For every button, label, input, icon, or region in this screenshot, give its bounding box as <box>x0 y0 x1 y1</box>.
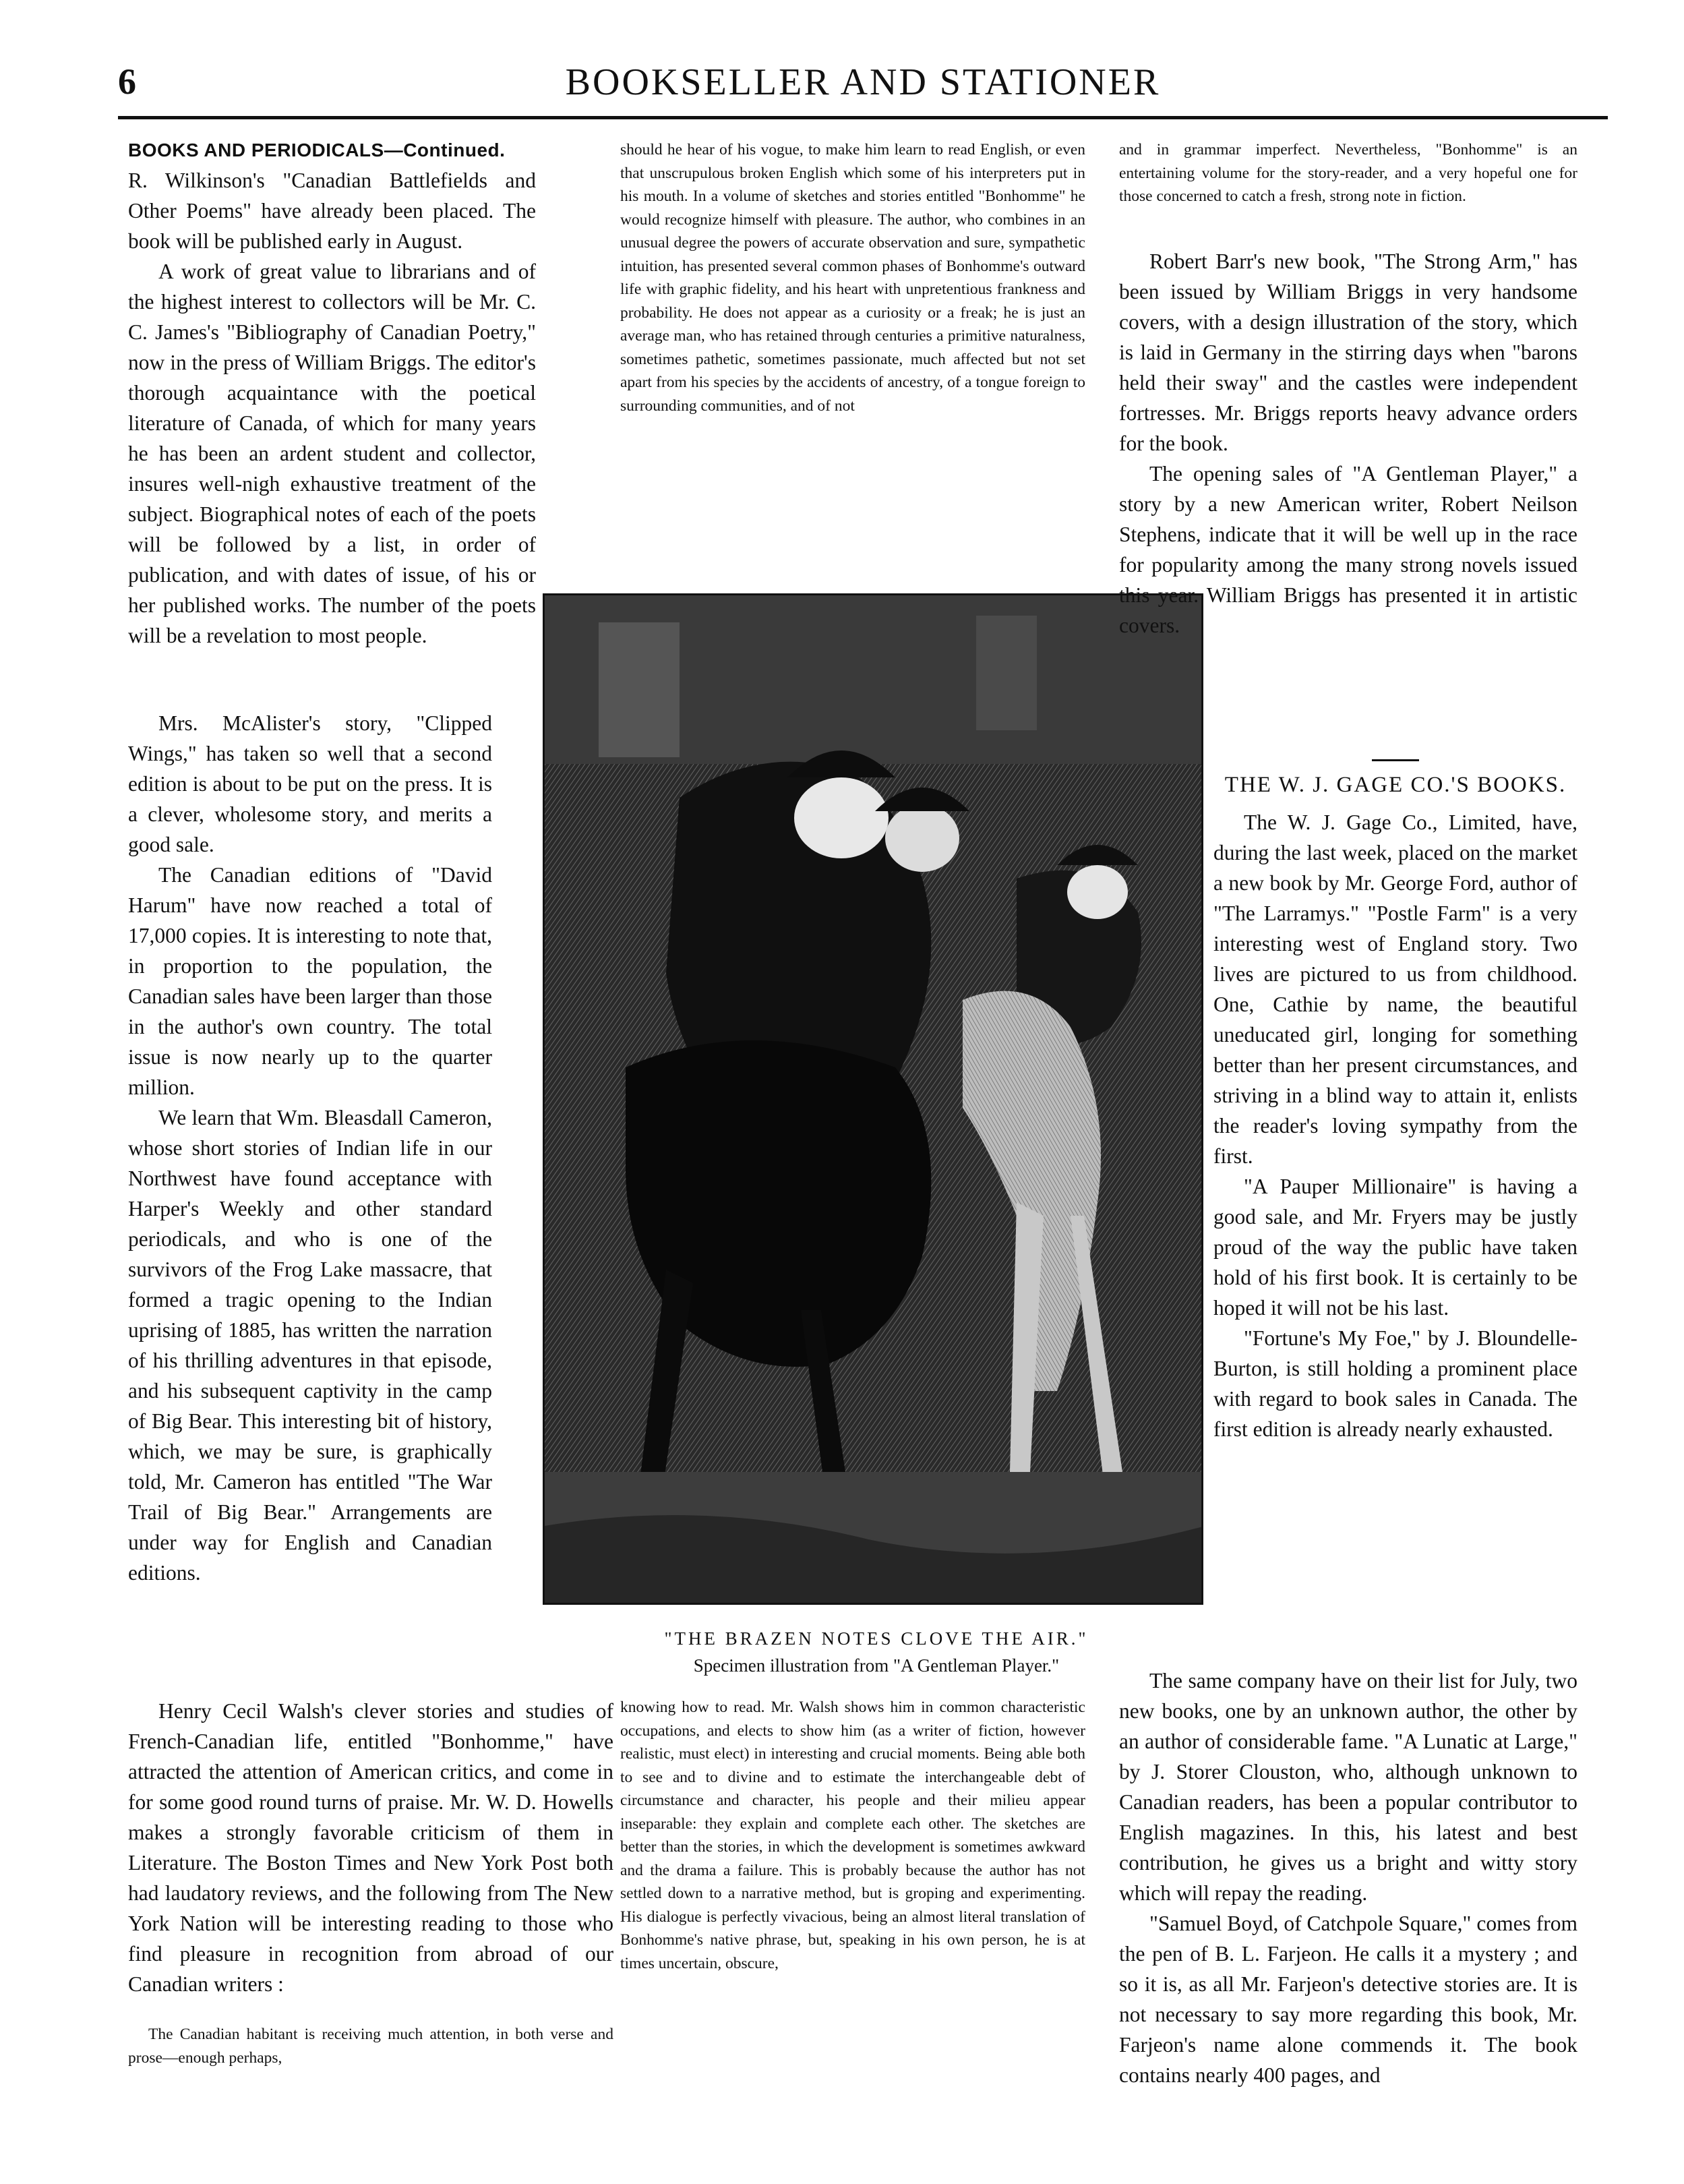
caption-title: "THE BRAZEN NOTES CLOVE THE AIR." <box>664 1628 1089 1649</box>
quote-paragraph: knowing how to read. Mr. Walsh shows him in common characteristic occupations, and elects to show him (as a writer of fiction, however realistic, must elect) in interesting and crucial moments. Being able both to see and to divine and to estimate the interchangeable debt of circumstance and character, his people and their milieu appear inseparable: they explain and complete each other. The sketches are better than the stories, in which the development is sometimes awkward and the drama a failure. This is probably because the author has not settled down to a narrative method, but is groping and experimenting. His dialogue is perfectly vivacious, being an almost literal translation of Bonhomme's native phrase, but, speaking in his own person, he is at times uncertain, obscure, <box>620 1699 1085 1972</box>
paragraph: The same company have on their list for July, two new books, one by an unknown author, the other by an author of considerable fame. "A Lunatic at Large," by J. Storer Clouston, who, although unknown to Canadian readers, has been a popular contributor to English magazines. In this, his latest and best contribution, he gives us a bright and witty story which will repay the reading. <box>1119 1669 1577 1905</box>
column-3-lower <box>1119 1665 1577 2090</box>
engraving-illustration <box>545 595 1203 1605</box>
header-rule <box>118 116 1608 119</box>
paragraph: The opening sales of "A Gentleman Player," a story by a new American writer, Robert Neilson Stephens, indicate that it will be well up in the race for popularity among the many strong novels issued this year. William Briggs has presented it in artistic covers. <box>1119 462 1577 637</box>
paragraph: R. Wilkinson's "Canadian Battlefields and Other Poems" have already been placed. The book will be published early in August. <box>128 169 536 253</box>
section-divider <box>1372 759 1419 761</box>
paragraph: Robert Barr's new book, "The Strong Arm," has been issued by William Briggs in very handsome covers, with a design illustration of the story, which is laid in Germany in the stirring days when "barons held their sway" and the castles were independent fortresses. Mr. Briggs reports heavy advance orders for the book. <box>1119 249 1577 455</box>
caption-credit: Specimen illustration from "A Gentleman Player." <box>693 1655 1060 1676</box>
column-3-upper <box>1119 246 1577 641</box>
paragraph: Henry Cecil Walsh's clever stories and studies of French-Canadian life, entitled "Bonhomme," have attracted the attention of American critics, and come in for some good round turns of praise. Mr. W. D. Howells makes a strongly favorable criticism of them in Literature. The Boston Times and New York Post both had laudatory reviews, and the following from The New York Nation will be interesting reading to those who find pleasure in recognition from abroad of our Canadian writers : <box>128 1699 613 1996</box>
paragraph: The Canadian editions of "David Harum" have now reached a total of 17,000 copies. It is interesting to note that, in proportion to the population, the Canadian sales have been larger than those in the author's own country. The total issue is now nearly up to the quarter million. <box>128 863 492 1099</box>
page-header <box>118 61 1608 108</box>
page-number: 6 <box>118 61 136 102</box>
illustration <box>543 593 1203 1605</box>
quote-paragraph: should he hear of his vogue, to make him learn to read English, or even that unscrupulous broken English which some of his interpreters put in his mouth. In a volume of sketches and stories entitled "Bonhomme" he would recognize himself with pleasure. The author, who combines in an unusual degree the powers of accurate observation and sure, sympathetic intuition, has presented several common phases of Bonhomme's outward life with graphic fidelity, and his heart with unpretentious frankness and probability. He does not appear as a curiosity or a freak; he is just an average man, who has retained through centuries a primitive naturalness, sometimes pathetic, sometimes passionate, much affected but not set apart from his species by the accidents of ancestry, of a tongue foreign to surrounding communities, and of not <box>620 141 1085 415</box>
column-1-mid <box>128 708 492 1588</box>
column-3-narrow <box>1213 748 1577 1444</box>
paragraph: We learn that Wm. Bleasdall Cameron, whose short stories of Indian life in our Northwest have found acceptance with Harper's Weekly and other standard periodicals, and who is one of the survivors of the Frog Lake massacre, that formed a tragic opening to the Indian uprising of 1885, has written the narration of his thrilling adventures in that episode, and his subsequent captivity in the camp of Big Bear. This interesting bit of history, which, we may be sure, is graphically told, Mr. Cameron has entitled "The War Trail of Big Bear." Arrangements are under way for English and Canadian editions. <box>128 1106 492 1585</box>
column-1-top <box>128 135 536 651</box>
subsection-heading: THE W. J. GAGE CO.'S BOOKS. <box>1224 773 1567 797</box>
paragraph: A work of great value to librarians and of the highest interest to collectors will be Mr. C. C. James's "Bibliography of Canadian Poetry," now in the press of William Briggs. The editor's thorough acquaintance with the poetical literature of Canada, of which for many years he has been an ardent student and collector, insures well-nigh exhaustive treatment of the subject. Biographical notes of each of the poets will be followed by a list, in order of publication, and with dates of issue, of his or her published works. The number of the poets will be a revelation to most people. <box>128 260 536 647</box>
paragraph: Mrs. McAlister's story, "Clipped Wings," has taken so well that a second edition is about to be put on the press. It is a clever, wholesome story, and merits a good sale. <box>128 711 492 856</box>
column-2-top <box>620 138 1085 417</box>
running-head: BOOKSELLER AND STATIONER <box>565 61 1161 103</box>
paragraph: "Samuel Boyd, of Catchpole Square," comes from the pen of B. L. Farjeon. He calls it a mystery ; and so it is, as all Mr. Farjeon's detective stories are. It is not necessary to say more regarding this book, Mr. Farjeon's name alone commends it. The book contains nearly 400 pages, and <box>1119 1912 1577 2087</box>
column-3-top <box>1119 138 1577 208</box>
paragraph: The W. J. Gage Co., Limited, have, during the last week, placed on the market a new book by Mr. George Ford, author of "The Larramys." "Postle Farm" is a very interesting west of England story. Two lives are pictured to us from childhood. One, Cathie by name, the beautiful uneducated girl, longing for something better than her present circumstances, and striving in a blind way to attain it, enlists the reader's loving sympathy from the first. <box>1213 810 1577 1168</box>
paragraph: "Fortune's My Foe," by J. Bloundelle-Burton, is still holding a prominent place with regard to book sales in Canada. The first edition is already nearly exhausted. <box>1213 1326 1577 1441</box>
quote-paragraph: and in grammar imperfect. Nevertheless, "Bonhomme" is an entertaining volume for the story-reader, and a very hopeful one for those concerned to catch a fresh, strong note in fiction. <box>1119 141 1577 205</box>
paragraph: "A Pauper Millionaire" is having a good sale, and Mr. Fryers may be justly proud of the way the public have taken hold of his first book. It is certainly to be hoped it will not be his last. <box>1213 1175 1577 1320</box>
column-2-bottom <box>620 1696 1085 1975</box>
column-1-bottom <box>128 1696 613 1999</box>
section-heading: BOOKS AND PERIODICALS—Continued. <box>128 140 506 160</box>
quote-paragraph: The Canadian habitant is receiving much attention, in both verse and prose—enough perhaps, <box>128 2026 613 2067</box>
column-1-quote <box>128 2023 613 2069</box>
